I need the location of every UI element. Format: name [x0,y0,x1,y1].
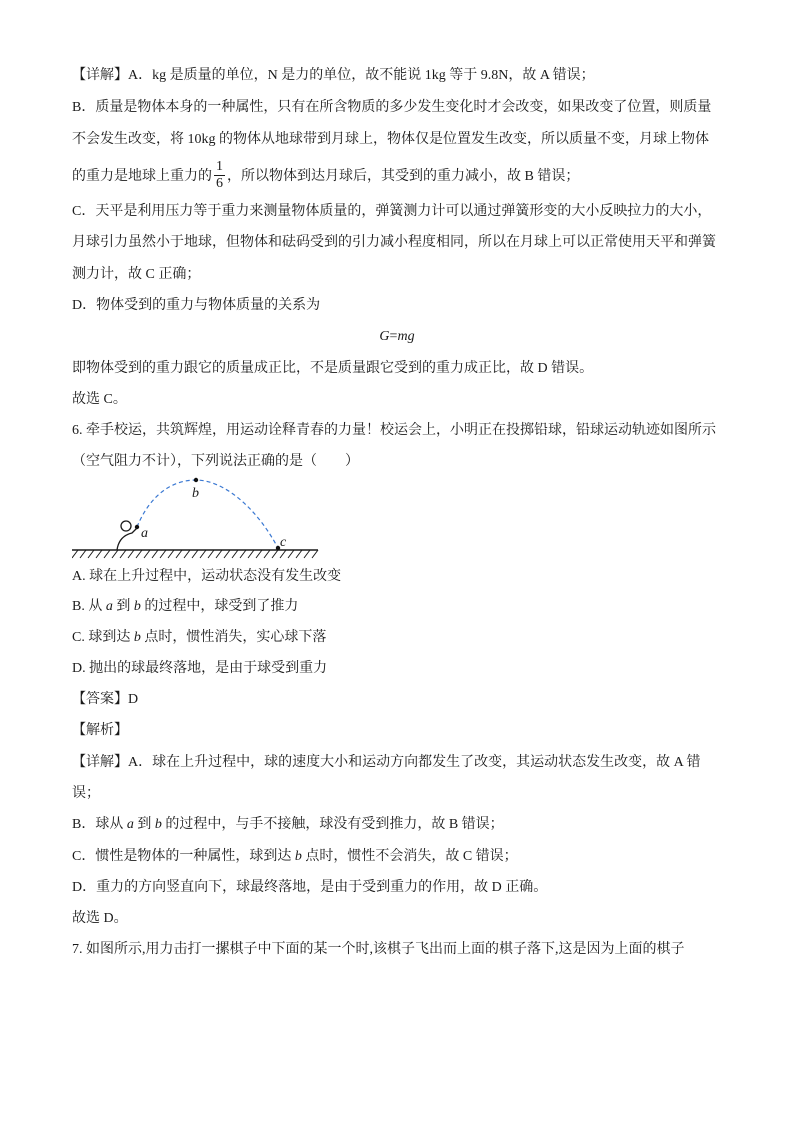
formula-equals: = [389,329,398,344]
q7-stem: 7. 如图所示,用力击打一摞棋子中下面的某一个时,该棋子飞出而上面的棋子落下,这是因为上面的棋子 [72,942,685,957]
explanation-c-text: 点时，惯性不会消失，故 C 错误； [301,849,518,864]
line-4-text-after-fraction: ，所以物体到达月球后，其受到的重力减小，故 B 错误； [227,169,580,184]
q5-explanation-line-3: 不会发生改变，将 10kg 的物体从地球带到月球上，物体仅是位置发生改变，所以质量不变，月球上物体 [72,132,709,147]
q5-explanation-line-10: 即物体受到的重力跟它的质量成正比，不是质量跟它受到的重力成正比，故 D 错误。 [72,361,594,376]
q5-explanation-line-6: 月球引力虽然小于地球，但物体和砝码受到的引力减小程度相同，所以在月球上可以正常使用天平和弹簧 [72,235,716,250]
q5-explanation-line-4 [72,155,579,195]
explanation-c-point-b: b [294,849,302,864]
q6-stem-line-2: （空气阻力不计），下列说法正确的是（ ） [72,454,359,469]
gravity-formula [0,327,794,347]
fraction-denominator: 6 [216,175,223,191]
trajectory-curve [137,480,278,548]
option-c-text: 点时，惯性消失，实心球下落 [140,630,327,645]
point-a-label: a [141,526,148,541]
line-4-text-before-fraction: 的重力是地球上重力的 [72,169,212,184]
thrower-head [121,521,131,531]
option-c [72,628,326,648]
option-b-text: B. 从 [72,599,106,614]
ground-hatching [72,550,318,558]
q5-conclusion: 故选 C。 [72,392,127,407]
explanation-b-text: B．球从 [72,817,127,832]
q6-stem-line-1: 6. 牵手校运，共筑辉煌，用运动诠释青春的力量！校运会上，小明正在投掷铅球，铅球运动轨迹如图所示 [72,423,716,438]
q6-conclusion: 故选 D。 [72,911,128,926]
q6-analysis-heading: 【解析】 [72,723,128,738]
q5-explanation-line-1: 【详解】A．kg 是质量的单位，N 是力的单位，故不能说 1kg 等于 9.8N，故 A 错误； [72,68,595,83]
option-d: D. 抛出的球最终落地，是由于球受到重力 [72,661,328,676]
q5-explanation-line-2: B．质量是物体本身的一种属性，只有在所含物质的多少发生变化时才会改变，如果改变了位置，则质量 [72,100,712,115]
point-c-label: c [280,535,287,550]
q6-explanation-line-5: D．重力的方向竖直向下，球最终落地，是由于受到重力的作用，故 D 正确。 [72,880,548,895]
explanation-b-point-a: a [126,817,134,832]
formula-rhs: mg [397,329,415,344]
explanation-c-text: C．惯性是物体的一种属性，球到达 [72,849,295,864]
fraction-numerator: 1 [216,158,223,174]
fraction-one-sixth [214,159,225,192]
explanation-b-text: 到 [133,817,155,832]
q6-explanation-line-4 [72,847,518,867]
option-c-point-b: b [133,630,141,645]
q6-explanation-line-3 [72,815,504,835]
point-a-dot [135,525,139,529]
option-b-point-b: b [133,599,141,614]
option-c-text: C. 球到达 [72,630,134,645]
option-b-text: 的过程中，球受到了推力 [140,599,299,614]
explanation-b-text: 的过程中，与手不接触，球没有受到推力，故 B 错误； [161,817,504,832]
q6-explanation-line-1: 【详解】A．球在上升过程中，球的速度大小和运动方向都发生了改变，其运动状态发生改变，故 A 错 [72,755,701,770]
option-a: A. 球在上升过程中，运动状态没有发生改变 [72,569,342,584]
formula-lhs: G [379,329,390,344]
q5-explanation-line-8: D．物体受到的重力与物体质量的关系为 [72,298,321,313]
point-b-dot [194,478,198,482]
option-b-point-a: a [105,599,113,614]
q5-explanation-line-7: 测力计，故 C 正确； [72,267,201,282]
q5-explanation-line-5: C．天平是利用压力等于重力来测量物体质量的，弹簧测力计可以通过弹簧形变的大小反映拉力的大小， [72,204,712,219]
q6-explanation-line-2: 误； [72,786,100,801]
option-b [72,597,298,617]
point-b-label: b [192,486,199,501]
explanation-b-point-b: b [154,817,162,832]
q6-answer: 【答案】D [72,692,139,707]
option-b-text: 到 [112,599,134,614]
shot-put-trajectory-figure [72,470,322,562]
